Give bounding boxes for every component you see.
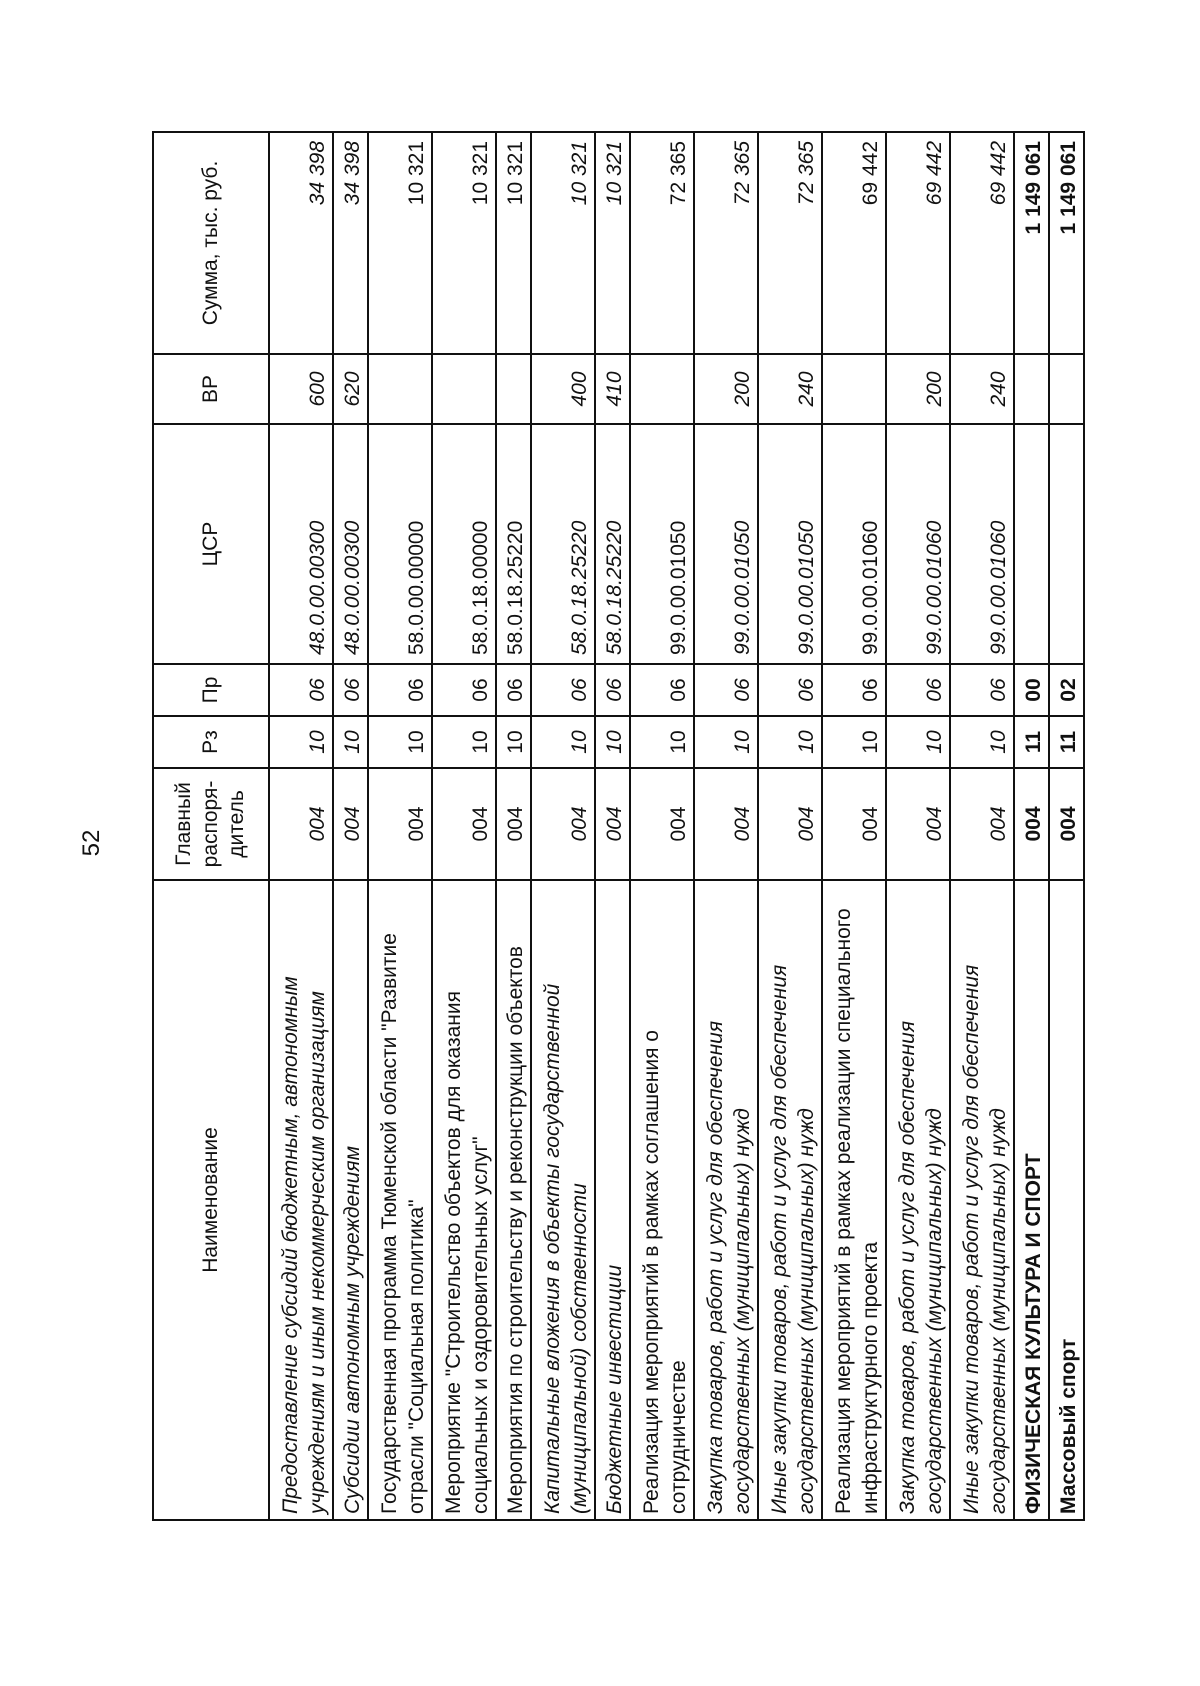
cell-csr: 48.0.00.00300 (269, 424, 333, 664)
cell-pr: 06 (950, 664, 1014, 716)
cell-sum: 69 442 (950, 132, 1014, 354)
cell-rz: 10 (432, 716, 496, 768)
cell-rz: 10 (822, 716, 886, 768)
cell-manager: 004 (269, 768, 333, 880)
cell-vr: 600 (269, 354, 333, 424)
cell-manager: 004 (1049, 768, 1084, 880)
cell-vr (432, 354, 496, 424)
cell-rz: 10 (694, 716, 758, 768)
cell-csr: 58.0.18.25220 (496, 424, 531, 664)
cell-manager: 004 (531, 768, 595, 880)
table-row (595, 132, 630, 1520)
cell-name: Реализация мероприятий в рамках реализации специального инфраструктурного проекта (822, 880, 886, 1520)
cell-sum: 1 149 061 (1049, 132, 1084, 354)
cell-manager: 004 (694, 768, 758, 880)
cell-name: Мероприятие "Строительство объектов для оказания социальных и оздоровительных услуг" (432, 880, 496, 1520)
cell-csr: 99.0.00.01050 (758, 424, 822, 664)
cell-name: Закупка товаров, работ и услуг для обеспечения государственных (муниципальных) нужд (694, 880, 758, 1520)
header-sum: Сумма, тыс. руб. (153, 132, 269, 354)
cell-vr: 200 (694, 354, 758, 424)
cell-vr (496, 354, 531, 424)
cell-name: Массовый спорт (1049, 880, 1084, 1520)
cell-sum: 10 321 (368, 132, 432, 354)
cell-pr: 06 (432, 664, 496, 716)
cell-name: Предоставление субсидий бюджетным, автономным учреждениям и иным некоммерческим организациям (269, 880, 333, 1520)
header-name: Наименование (153, 880, 269, 1520)
cell-sum: 69 442 (886, 132, 950, 354)
table-row (758, 132, 822, 1520)
cell-manager: 004 (630, 768, 694, 880)
cell-name: Закупка товаров, работ и услуг для обеспечения государственных (муниципальных) нужд (886, 880, 950, 1520)
cell-pr: 06 (496, 664, 531, 716)
cell-csr (1049, 424, 1084, 664)
table-row (1049, 132, 1084, 1520)
cell-rz: 10 (496, 716, 531, 768)
cell-manager: 004 (950, 768, 1014, 880)
cell-manager: 004 (333, 768, 368, 880)
budget-table-container (152, 133, 1081, 1521)
header-manager: Главный распоря-дитель (153, 768, 269, 880)
cell-manager: 004 (822, 768, 886, 880)
header-csr: ЦСР (153, 424, 269, 664)
table-row (822, 132, 886, 1520)
cell-sum: 72 365 (694, 132, 758, 354)
cell-rz: 10 (950, 716, 1014, 768)
table-row (368, 132, 432, 1520)
cell-pr: 06 (886, 664, 950, 716)
cell-manager: 004 (1014, 768, 1049, 880)
cell-manager: 004 (496, 768, 531, 880)
cell-csr: 58.0.00.00000 (368, 424, 432, 664)
cell-name: ФИЗИЧЕСКАЯ КУЛЬТУРА И СПОРТ (1014, 880, 1049, 1520)
cell-rz: 11 (1049, 716, 1084, 768)
cell-vr: 400 (531, 354, 595, 424)
header-vr: ВР (153, 354, 269, 424)
cell-name: Мероприятия по строительству и реконструкции объектов (496, 880, 531, 1520)
cell-sum: 72 365 (630, 132, 694, 354)
cell-rz: 11 (1014, 716, 1049, 768)
cell-csr: 58.0.18.25220 (531, 424, 595, 664)
cell-sum: 1 149 061 (1014, 132, 1049, 354)
cell-vr: 620 (333, 354, 368, 424)
cell-csr: 99.0.00.01050 (694, 424, 758, 664)
cell-rz: 10 (886, 716, 950, 768)
cell-manager: 004 (368, 768, 432, 880)
cell-manager: 004 (595, 768, 630, 880)
cell-vr: 240 (950, 354, 1014, 424)
table-row (950, 132, 1014, 1520)
cell-csr: 99.0.00.01050 (630, 424, 694, 664)
header-pr: Пр (153, 664, 269, 716)
cell-pr: 06 (269, 664, 333, 716)
header-rz: Рз (153, 716, 269, 768)
cell-vr (368, 354, 432, 424)
budget-table (152, 131, 1085, 1521)
cell-rz: 10 (630, 716, 694, 768)
cell-name: Субсидии автономным учреждениям (333, 880, 368, 1520)
cell-name: Бюджетные инвестиции (595, 880, 630, 1520)
cell-pr: 06 (531, 664, 595, 716)
cell-csr: 99.0.00.01060 (950, 424, 1014, 664)
cell-pr: 06 (822, 664, 886, 716)
page-number: 52 (78, 829, 105, 857)
cell-csr (1014, 424, 1049, 664)
cell-csr: 58.0.18.00000 (432, 424, 496, 664)
table-header-row (153, 132, 269, 1520)
cell-pr: 06 (333, 664, 368, 716)
cell-pr: 02 (1049, 664, 1084, 716)
cell-sum: 69 442 (822, 132, 886, 354)
cell-csr: 58.0.18.25220 (595, 424, 630, 664)
table-row (694, 132, 758, 1520)
cell-rz: 10 (758, 716, 822, 768)
table-row (531, 132, 595, 1520)
cell-manager: 004 (758, 768, 822, 880)
cell-name: Иные закупки товаров, работ и услуг для обеспечения государственных (муниципальных) нужд (950, 880, 1014, 1520)
cell-vr (822, 354, 886, 424)
cell-rz: 10 (595, 716, 630, 768)
cell-name: Реализация мероприятий в рамках соглашения о сотрудничестве (630, 880, 694, 1520)
cell-pr: 06 (595, 664, 630, 716)
cell-vr: 240 (758, 354, 822, 424)
cell-sum: 10 321 (531, 132, 595, 354)
cell-pr: 06 (758, 664, 822, 716)
cell-pr: 06 (630, 664, 694, 716)
cell-vr: 200 (886, 354, 950, 424)
cell-manager: 004 (886, 768, 950, 880)
cell-pr: 06 (694, 664, 758, 716)
cell-sum: 10 321 (595, 132, 630, 354)
cell-vr (1049, 354, 1084, 424)
cell-sum: 72 365 (758, 132, 822, 354)
cell-rz: 10 (531, 716, 595, 768)
table-row (269, 132, 333, 1520)
cell-sum: 34 398 (269, 132, 333, 354)
cell-vr (630, 354, 694, 424)
cell-csr: 48.0.00.00300 (333, 424, 368, 664)
cell-vr (1014, 354, 1049, 424)
cell-manager: 004 (432, 768, 496, 880)
cell-name: Капитальные вложения в объекты государственной (муниципальной) собственности (531, 880, 595, 1520)
cell-sum: 34 398 (333, 132, 368, 354)
cell-rz: 10 (368, 716, 432, 768)
cell-name: Государственная программа Тюменской области "Развитие отрасли "Социальная политика" (368, 880, 432, 1520)
cell-name: Иные закупки товаров, работ и услуг для обеспечения государственных (муниципальных) нужд (758, 880, 822, 1520)
cell-sum: 10 321 (496, 132, 531, 354)
cell-sum: 10 321 (432, 132, 496, 354)
table-row (886, 132, 950, 1520)
cell-csr: 99.0.00.01060 (822, 424, 886, 664)
cell-csr: 99.0.00.01060 (886, 424, 950, 664)
cell-vr: 410 (595, 354, 630, 424)
table-row (496, 132, 531, 1520)
cell-rz: 10 (333, 716, 368, 768)
cell-rz: 10 (269, 716, 333, 768)
table-row (432, 132, 496, 1520)
cell-pr: 00 (1014, 664, 1049, 716)
table-row (333, 132, 368, 1520)
table-row (630, 132, 694, 1520)
cell-pr: 06 (368, 664, 432, 716)
table-row (1014, 132, 1049, 1520)
